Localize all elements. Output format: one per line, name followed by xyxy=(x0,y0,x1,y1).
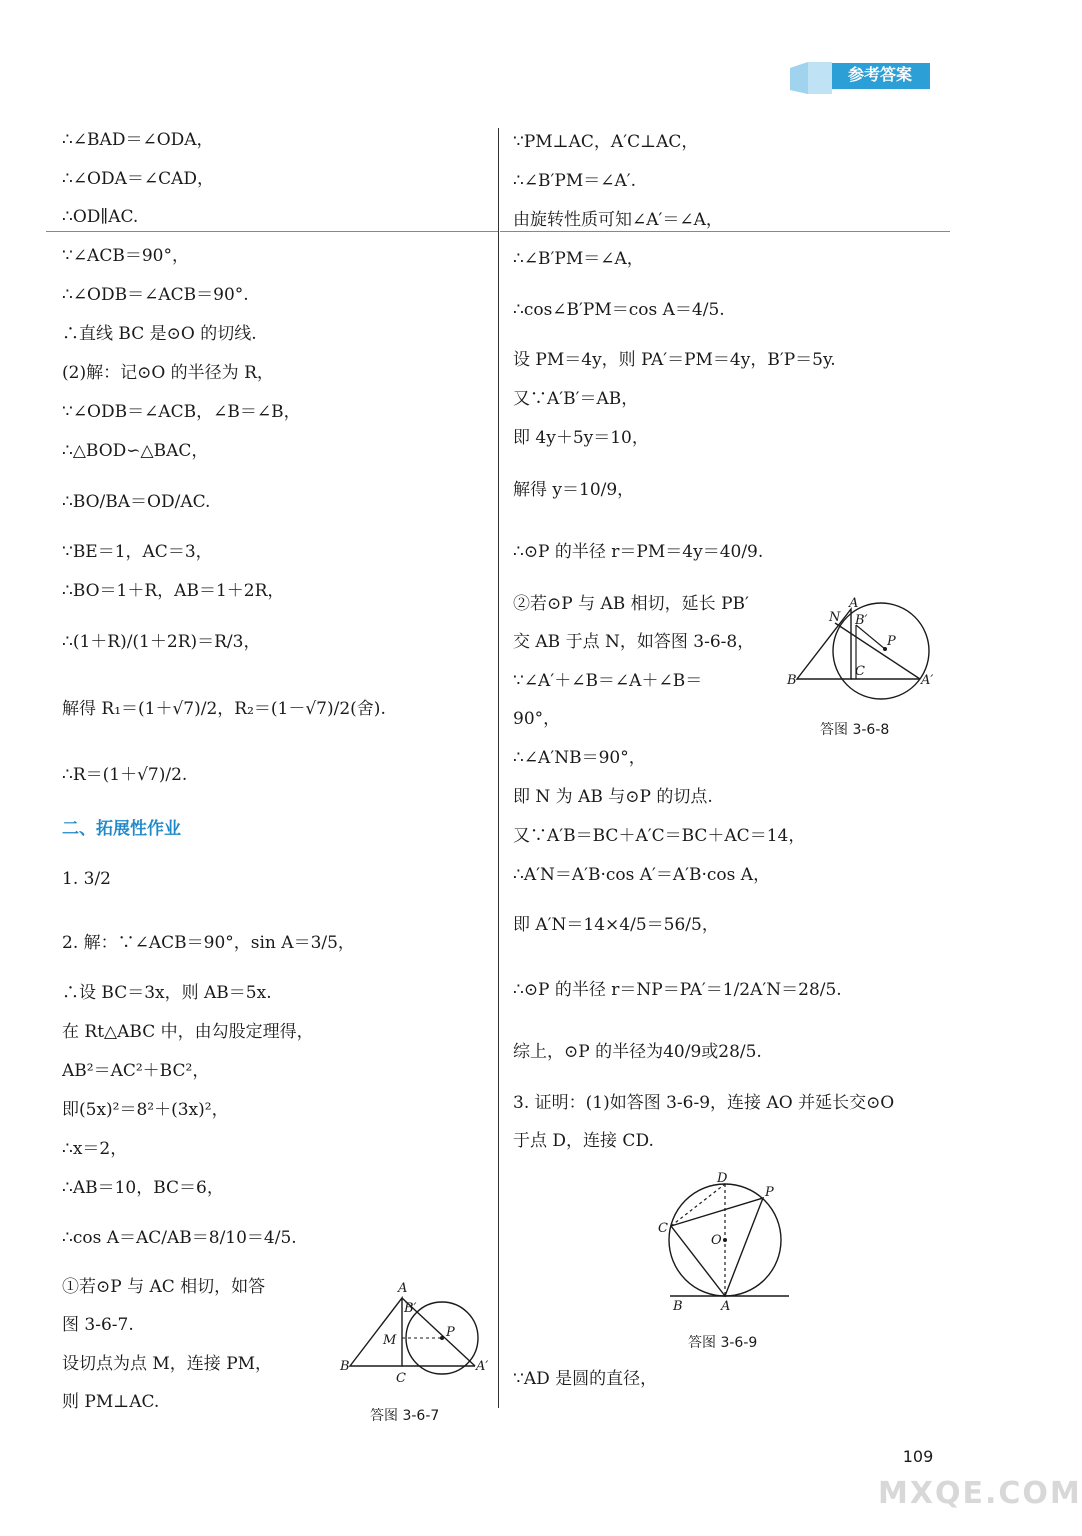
triangle-abc xyxy=(350,1298,402,1366)
figure-3-6-8 xyxy=(785,595,945,710)
right-line-19: 即 A′N＝14×4/5＝56/5， xyxy=(513,915,719,935)
right-line-20: ∴⊙P 的半径 r＝NP＝PA′＝1/2A′N＝28/5. xyxy=(513,980,842,1000)
label-b-prime: B′ xyxy=(404,1301,417,1316)
right-line-9: 解得 y＝10/9， xyxy=(513,480,635,500)
caption-3-6-7: 答图 3-6-7 xyxy=(370,1408,440,1424)
label-p: P xyxy=(765,1185,774,1200)
right-line-16: 即 N 为 AB 与⊙P 的切点. xyxy=(513,787,713,807)
left-line-21: AB²＝AC²＋BC²， xyxy=(62,1061,210,1081)
left-line-17: 1. 3/2 xyxy=(62,869,111,889)
right-line-21: 综上，⊙P 的半径为40/9或28/5. xyxy=(513,1042,762,1062)
caption-3-6-9: 答图 3-6-9 xyxy=(688,1335,758,1351)
label-a: A xyxy=(398,1281,408,1296)
left-line-25: ∴cos A＝AC/AB＝8/10＝4/5. xyxy=(62,1228,297,1248)
label-c: C xyxy=(658,1221,668,1236)
label-c: C xyxy=(396,1371,406,1386)
right-line-12: 交 AB 于点 N，如答图 3-6-8， xyxy=(513,632,755,652)
right-line-2: ∴∠B′PM＝∠A′. xyxy=(513,171,637,191)
line-n-a2 xyxy=(835,623,920,679)
left-line-6: ∴直线 BC 是⊙O 的切线. xyxy=(62,324,257,344)
label-n: N xyxy=(829,610,841,625)
circle-p xyxy=(833,603,929,699)
figure-3-6-9 xyxy=(655,1170,795,1315)
point-p xyxy=(440,1336,444,1340)
point-o xyxy=(723,1238,727,1242)
left-line-22: 即(5x)²＝8²＋(3x)²， xyxy=(62,1100,229,1120)
right-line-7: 又∵A′B′＝AB， xyxy=(513,389,639,409)
left-line-1: ∴∠BAD＝∠ODA， xyxy=(62,130,214,150)
triangle-abc xyxy=(797,609,851,679)
label-c: C xyxy=(855,664,865,679)
right-line-11: ②若⊙P 与 AB 相切，延长 PB′ xyxy=(513,594,749,614)
left-line-24: ∴AB＝10，BC＝6， xyxy=(62,1178,224,1198)
left-line-4: ∵∠ACB＝90°， xyxy=(62,246,189,266)
caption-3-6-8: 答图 3-6-8 xyxy=(820,722,890,738)
section-heading: 二、拓展性作业 xyxy=(62,819,181,839)
left-line-7: (2)解：记⊙O 的半径为 R， xyxy=(62,363,274,383)
left-line-15: ∴R＝(1＋√7)/2. xyxy=(62,765,188,785)
right-line-17: 又∵A′B＝BC＋A′C＝BC＋AC＝14， xyxy=(513,826,806,846)
line-b2-p xyxy=(856,625,885,649)
right-line-18: ∴A′N＝A′B·cos A′＝A′B·cos A， xyxy=(513,865,771,885)
right-line-24: ∵AD 是圆的直径， xyxy=(513,1369,658,1389)
label-b: B xyxy=(787,673,797,688)
label-d: D xyxy=(717,1171,728,1186)
header-badge-label: 参考答案 xyxy=(847,65,912,84)
left-line-2: ∴∠ODA＝∠CAD， xyxy=(62,169,215,189)
label-b: B xyxy=(340,1359,350,1374)
left-line-13: ∴(1＋R)/(1＋2R)＝R/3， xyxy=(62,632,261,652)
left-line-23: ∴x＝2， xyxy=(62,1139,128,1159)
right-line-4: ∴∠B′PM＝∠A， xyxy=(513,249,644,269)
left-line-9: ∴△BOD∽△BAC， xyxy=(62,441,209,461)
left-line-29: 则 PM⊥AC. xyxy=(62,1392,160,1412)
right-line-5: ∴cos∠B′PM＝cos A＝4/5. xyxy=(513,300,725,320)
right-line-22: 3. 证明：(1)如答图 3-6-9，连接 AO 并延长交⊙O xyxy=(513,1093,895,1113)
label-m: M xyxy=(383,1333,397,1348)
label-p: P xyxy=(887,634,896,649)
label-a-prime: A′ xyxy=(921,673,934,688)
left-line-27: 图 3-6-7. xyxy=(62,1315,134,1335)
label-a-prime: A′ xyxy=(476,1359,489,1374)
right-line-23: 于点 D，连接 CD. xyxy=(513,1131,654,1151)
label-p: P xyxy=(446,1325,455,1340)
right-line-15: ∴∠A′NB＝90°， xyxy=(513,748,646,768)
right-line-14: 90°， xyxy=(513,709,561,729)
label-b: B xyxy=(673,1299,683,1314)
label-a: A xyxy=(849,596,859,611)
right-line-13: ∵∠A′＋∠B＝∠A＋∠B＝ xyxy=(513,671,703,691)
left-line-12: ∴BO＝1＋R，AB＝1＋2R， xyxy=(62,581,285,601)
left-line-28: 设切点为点 M，连接 PM， xyxy=(62,1354,273,1374)
page-number: 109 xyxy=(902,1447,934,1466)
label-b-prime: B′ xyxy=(855,613,868,628)
left-line-10: ∴BO/BA＝OD/AC. xyxy=(62,492,211,512)
left-line-11: ∵BE＝1，AC＝3， xyxy=(62,542,213,562)
right-line-6: 设 PM＝4y，则 PA′＝PM＝4y，B′P＝5y. xyxy=(513,350,836,370)
right-line-3: 由旋转性质可知∠A′＝∠A， xyxy=(513,210,723,230)
watermark-logo: MXQE.COM xyxy=(878,1476,1082,1511)
left-line-14: 解得 R₁＝(1＋√7)/2，R₂＝(1－√7)/2(舍). xyxy=(62,699,386,719)
figure-3-6-7 xyxy=(330,1278,490,1388)
left-line-19: ∴设 BC＝3x，则 AB＝5x. xyxy=(62,983,272,1003)
left-line-5: ∴∠ODB＝∠ACB＝90°. xyxy=(62,285,249,305)
label-a: A xyxy=(721,1299,731,1314)
right-line-1: ∵PM⊥AC，A′C⊥AC， xyxy=(513,132,699,152)
left-line-20: 在 Rt△ABC 中，由勾股定理得， xyxy=(62,1022,314,1042)
column-divider xyxy=(498,128,499,1408)
right-line-10: ∴⊙P 的半径 r＝PM＝4y＝40/9. xyxy=(513,542,764,562)
left-line-26: ①若⊙P 与 AC 相切，如答 xyxy=(62,1277,266,1297)
left-line-8: ∵∠ODB＝∠ACB，∠B＝∠B， xyxy=(62,402,301,422)
left-rule xyxy=(46,231,498,232)
left-line-3: ∴OD∥AC. xyxy=(62,207,139,227)
left-line-18: 2. 解：∵∠ACB＝90°，sin A＝3/5， xyxy=(62,933,355,953)
right-line-8: 即 4y＋5y＝10， xyxy=(513,428,649,448)
label-o: O xyxy=(711,1233,722,1248)
